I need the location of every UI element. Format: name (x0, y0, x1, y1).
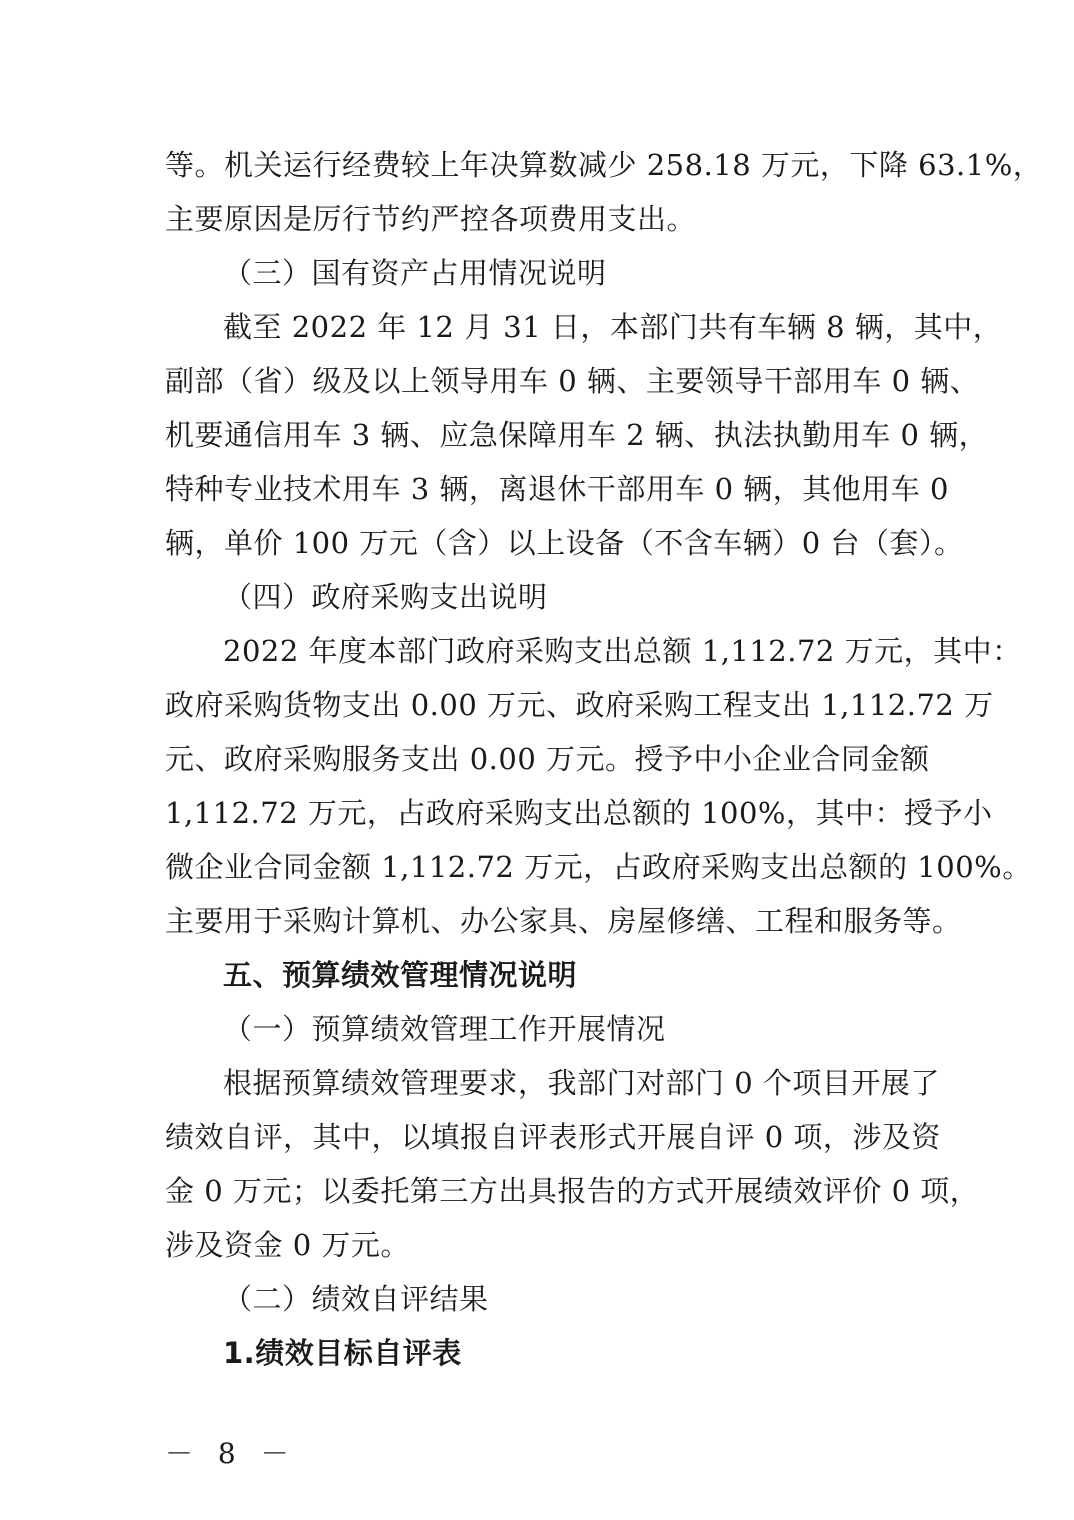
chapter-heading-performance: 五、预算绩效管理情况说明 (223, 958, 578, 992)
subheading-goal-table: 1.绩效目标自评表 (223, 1336, 462, 1370)
paragraph-line: 1,112.72 万元，占政府采购支出总额的 100%，其中：授予小 (165, 796, 993, 830)
paragraph-line: 机要通信用车 3 辆、应急保障用车 2 辆、执法执勤用车 0 辆， (165, 418, 989, 452)
paragraph-line: 金 0 万元；以委托第三方出具报告的方式开展绩效评价 0 项， (165, 1174, 980, 1208)
section-heading-assets: （三）国有资产占用情况说明 (223, 256, 607, 290)
section-heading-performance-work: （一）预算绩效管理工作开展情况 (223, 1012, 666, 1046)
paragraph-line: 涉及资金 0 万元。 (165, 1228, 410, 1262)
paragraph-line: 2022 年度本部门政府采购支出总额 1,112.72 万元，其中： (223, 634, 1022, 668)
paragraph-line: 辆，单价 100 万元（含）以上设备（不含车辆）0 台（套）。 (165, 526, 964, 560)
paragraph-line: 主要用于采购计算机、办公家具、房屋修缮、工程和服务等。 (165, 904, 962, 938)
document-body (165, 138, 1043, 1380)
paragraph-line: 主要原因是厉行节约严控各项费用支出。 (165, 202, 697, 236)
paragraph-line: 副部（省）级及以上领导用车 0 辆、主要领导干部用车 0 辆、 (165, 364, 980, 398)
paragraph-line: 微企业合同金额 1,112.72 万元，占政府采购支出总额的 100%。 (165, 850, 1032, 884)
paragraph-line: 元、政府采购服务支出 0.00 万元。授予中小企业合同金额 (165, 742, 930, 776)
paragraph-line: 截至 2022 年 12 月 31 日，本部门共有车辆 8 辆，其中， (223, 310, 1003, 344)
paragraph-line: 政府采购货物支出 0.00 万元、政府采购工程支出 1,112.72 万 (165, 688, 994, 722)
paragraph-line: 等。机关运行经费较上年决算数减少 258.18 万元，下降 63.1%， (165, 148, 1043, 182)
section-heading-procurement: （四）政府采购支出说明 (223, 580, 548, 614)
paragraph-line: 特种专业技术用车 3 辆，离退休干部用车 0 辆，其他用车 0 (165, 472, 949, 506)
section-heading-self-evaluation: （二）绩效自评结果 (223, 1282, 489, 1316)
paragraph-line: 绩效自评，其中，以填报自评表形式开展自评 0 项，涉及资 (165, 1120, 941, 1154)
paragraph-line: 根据预算绩效管理要求，我部门对部门 0 个项目开展了 (223, 1066, 940, 1100)
page-number: － 8 － (165, 1437, 297, 1470)
